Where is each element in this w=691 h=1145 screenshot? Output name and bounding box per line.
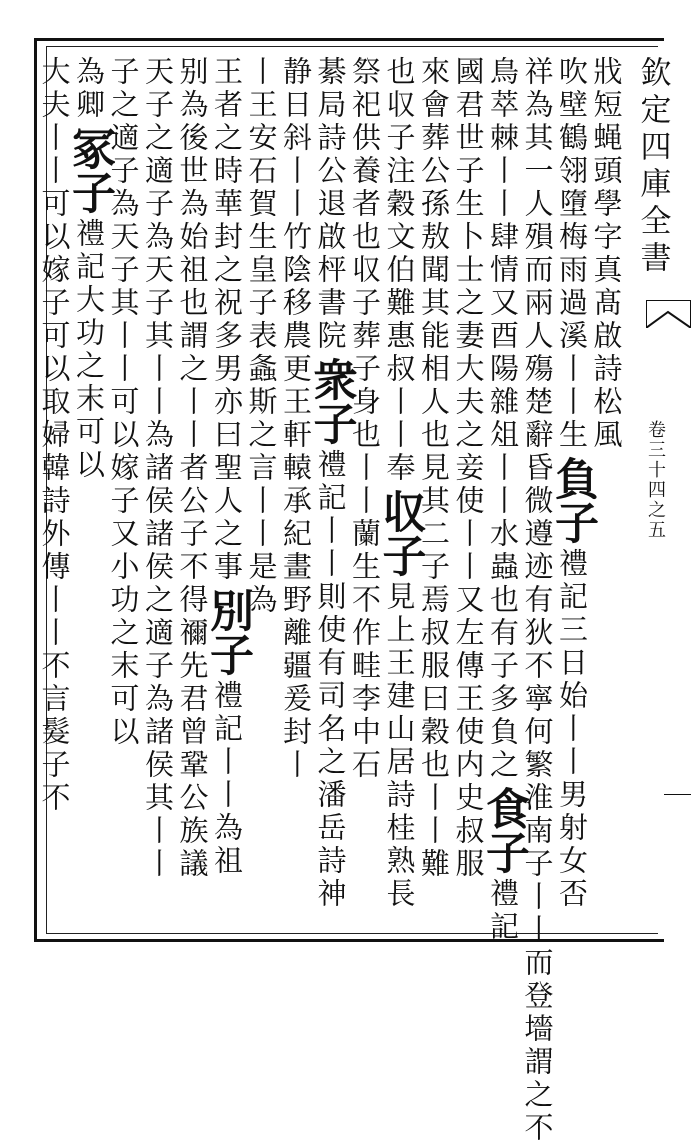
banxin-title-text: 欽定四庫全書 bbox=[634, 56, 671, 278]
column-text: 禮記大功之末可以 bbox=[72, 218, 106, 482]
column-text: 綦局詩公退啟枰書院 bbox=[313, 56, 348, 353]
entry-heading: 冢子 bbox=[64, 126, 115, 214]
column-text: 祭祀供養者也収子葬子身也 bbox=[348, 56, 382, 452]
column-text: 祥為其一人殞而兩人殤楚辭昏微遵迹有狄不寧何繁 bbox=[520, 56, 555, 782]
column-text: 也収子注穀文伯難惠叔丨丨奉 bbox=[382, 56, 417, 485]
column-text: 農更王軒轅承紀畫野離疆爰封丨 bbox=[279, 320, 313, 782]
banxin-juan bbox=[640, 420, 670, 540]
column-text: 來會葬公孫敖聞其能相人也見其二子焉叔服曰穀也丨丨難 bbox=[417, 56, 451, 881]
column-text: 戕短蝇頭學字真髙啟詩松風 bbox=[589, 56, 624, 452]
column-text: 丨丨可以嫁子可以取婦韓詩外傳丨丨不言髮子不 bbox=[37, 122, 72, 815]
entry-heading: 食子 bbox=[478, 786, 529, 874]
column-text: 吹壁鶴翎墮梅雨過溪丨丨生 bbox=[555, 56, 589, 452]
column-text: 静日斜丨丨竹陰移 bbox=[279, 56, 313, 320]
entry-heading: 別子 bbox=[202, 588, 253, 676]
column-text: 子之適子為天子其丨丨可以嫁子又小功之末可以 bbox=[106, 56, 141, 749]
column-text: 丨王安石賀生皇子表螽斯之言丨丨是為 bbox=[244, 56, 279, 617]
column-text: 國君世子生卜士之妻大夫之妾使丨丨又左傳王使内史叔服 bbox=[451, 56, 486, 881]
column-text: 别為後世為始祖也謂之丨丨者公子不得禰先君曾鞏公族議 bbox=[175, 56, 210, 881]
fish-tail-mark bbox=[646, 300, 691, 328]
column-text: 丨丨蘭生不作畦李中石 bbox=[348, 452, 382, 782]
banxin-title bbox=[628, 56, 678, 278]
text-column bbox=[34, 56, 76, 815]
column-text: 大夫 bbox=[37, 56, 72, 122]
entry-heading: 負子 bbox=[547, 456, 598, 544]
column-text: 鳥萃棘丨丨肆情又酉陽雜俎丨丨水蟲也有子多負之 bbox=[486, 56, 520, 782]
column-text: 禮記丨丨則使有司名之潘岳詩神 bbox=[313, 449, 348, 911]
entry-heading: 衆子 bbox=[305, 357, 357, 445]
column-text: 禮記丨丨為祖 bbox=[210, 680, 244, 878]
column-text: 為卿 bbox=[72, 56, 106, 122]
column-text: 見上王建山居詩桂熟長 bbox=[382, 581, 417, 911]
banxin-rule bbox=[664, 794, 691, 795]
entry-heading: 収子 bbox=[374, 489, 426, 577]
column-text: 天子之適子為天子其丨丨為諸侯諸侯之適子為諸侯其丨丨 bbox=[141, 56, 175, 881]
banxin-juan-text: 卷三十四之五 bbox=[645, 420, 666, 540]
column-text: 淮南子丨丨而登墻謂之不 bbox=[520, 782, 555, 1145]
column-text: 禮記三日始丨丨男射女否 bbox=[555, 548, 589, 911]
column-text: 王者之時華封之祝多男亦曰聖人之事 bbox=[210, 56, 244, 584]
column-text: 禮記 bbox=[486, 878, 520, 944]
